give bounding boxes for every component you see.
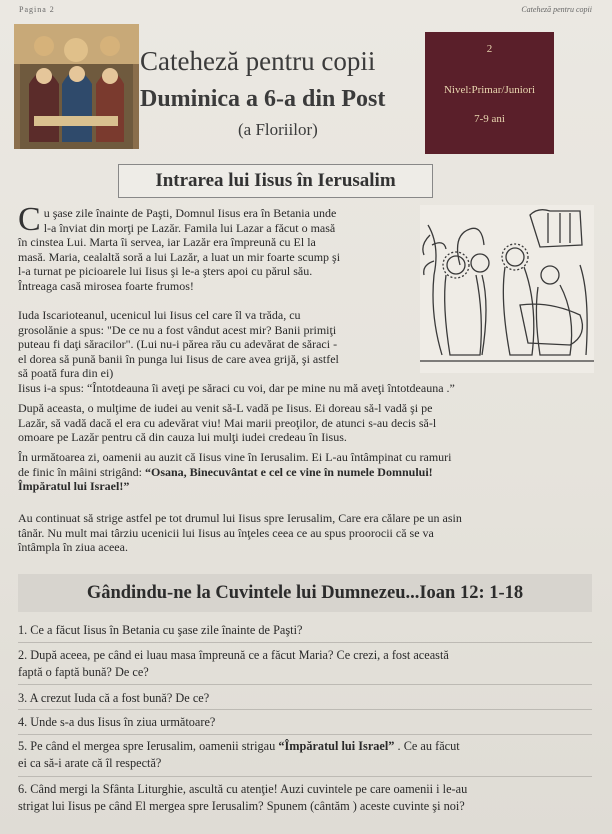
text-line: grosolănie a spus: "De ce nu a fost vândut acest mir? Banii primiţi [18, 322, 337, 337]
hosanna-quote: “Osana, Binecuvântat e cel ce vine în numele Domnului! [144, 464, 433, 479]
text-line: Au continuat să strige astfel pe tot drumul lui Iisus spre Ierusalim, Care era călare pe un asin [18, 511, 462, 525]
text-line: Lazăr, să vadă dacă el era cu adevărat viu! Mai marii preoţilor, de atunci s-au decis să-l [18, 415, 437, 430]
text-line: l-a înviat din morţi pe Lazăr. Famila lui Lazar a făcut o masă [43, 220, 336, 235]
divider [18, 642, 592, 643]
text-line: l-a turnat pe picioarele lui Iisus şi le-a şters apoi cu părul său. [18, 264, 313, 279]
divider [18, 734, 592, 735]
divider [18, 709, 592, 710]
text-segment: 5. Pe când el mergea spre Ierusalim, oamenii strigau [18, 739, 279, 753]
text-line: 2. După aceea, pe când ei luau masa împreună ce a făcut Maria? Ce crezi, a fost această [18, 648, 449, 662]
question-6 [18, 781, 592, 815]
text-line: masă. Maria, cealaltă soră a lui Lazăr, a luat un mir foarte scump şi [18, 249, 341, 264]
story-heading: Intrarea lui Iisus în Ierusalim [118, 164, 433, 198]
text-line: strigat lui Iisus pe când El mergea spre Ierusalim? Spunem (cântăm ) aceste cuvinte şi noi? [18, 799, 465, 813]
text-line: u şase zile înainte de Paşti, Domnul Iisus era în Betania unde [43, 206, 337, 220]
text-line [18, 479, 592, 494]
story-paragraph-3: Iisus i-a spus: “Întotdeauna îi aveţi pe săraci cu voi, dar pe mine nu mă aveţi întotdeauna .” [18, 381, 455, 395]
level-box-age: 7-9 ani [474, 113, 505, 125]
story-paragraph-2 [18, 308, 420, 381]
level-box-number: 2 [486, 43, 493, 55]
text-line: După aceasta, o mulţime de iudei au venit să-L vadă pe Iisus. Ei doreau să-l vadă şi pe [18, 401, 433, 415]
question-2 [18, 647, 592, 681]
text-line [18, 738, 592, 755]
entry-into-jerusalem-illustration [420, 205, 594, 373]
hosanna-quote-end: Împăratul lui Israel!” [18, 479, 130, 494]
text-line: tânăr. Nu mult mai târziu ucenicii lui Iisus au înţeles ceea ce au spus proorocii că se va [18, 525, 434, 540]
level-box [425, 32, 554, 154]
text-line: 6. Când mergi la Sfânta Liturghie, ascultă cu atenţie! Auzi cuvintele pe care oamenii i le-au [18, 782, 468, 796]
sunday-title: Duminica a 6-a din Post [140, 86, 386, 112]
corner-note: Cateheză pentru copii [521, 5, 592, 14]
question-3: 3. A crezut Iuda că a fost bună? De ce? [18, 691, 210, 705]
text-line: în cinstea Lui. Marta îi servea, iar Lazăr era împreună cu El la [18, 235, 316, 250]
divider [18, 684, 592, 685]
page-number-label: Pagina 2 [19, 5, 55, 14]
question-1: 1. Ce a făcut Iisus în Betania cu şase zile înainte de Paşti? [18, 623, 303, 637]
king-of-israel-quote: “Împăratul lui Israel” [278, 739, 395, 753]
text-line: Întreaga casă mirosea foarte frumos! [18, 278, 194, 293]
story-paragraph-6 [18, 511, 592, 555]
text-segment: . Ce au făcut [394, 739, 460, 753]
story-paragraph-5 [18, 450, 592, 494]
text-line: În următoarea zi, oamenii au auzit că Iisus vine în Ierusalim. Ei L-au întâmpinat cu ramuri [18, 450, 452, 464]
text-segment: de finic în mâini strigând: [18, 464, 145, 479]
text-line: puteau fi daţi săracilor". (Lui nu-i părea rău cu adevărat de săraci - [18, 337, 338, 352]
text-line: faptă o faptă bună? De ce? [18, 665, 149, 679]
drop-cap: C [18, 201, 41, 238]
feast-subtitle: (a Floriilor) [238, 120, 318, 139]
text-line [18, 465, 592, 480]
story-paragraph-4 [18, 401, 592, 445]
level-box-level: Nivel:Primar/Juniori [443, 84, 536, 96]
questions-heading: Gândindu-ne la Cuvintele lui Dumnezeu...Ioan 12: 1-18 [18, 574, 592, 612]
question-4: 4. Unde s-a dus Iisus în ziua următoare? [18, 715, 216, 729]
header-icon-illustration [14, 24, 139, 149]
text-line: Iuda Iscarioteanul, ucenicul lui Iisus cel care îl va trăda, cu [18, 308, 301, 322]
divider [18, 776, 592, 777]
text-line: să poată fura din ei) [18, 366, 114, 381]
text-line: întâmpla în ziua aceea. [18, 540, 128, 555]
page-title: Cateheză pentru copii [140, 46, 376, 76]
text-line: ei ca să-i arate că îl respectă? [18, 756, 162, 770]
question-5 [18, 738, 592, 772]
story-paragraph-1 [18, 201, 420, 294]
text-line: el dorea să pună banii în punga lui Iisus de care avea grijă, şi astfel [18, 351, 339, 366]
text-line: omoare pe Lazăr pentru că din cauza lui mulţi iudei credeau în Iisus. [18, 430, 347, 445]
